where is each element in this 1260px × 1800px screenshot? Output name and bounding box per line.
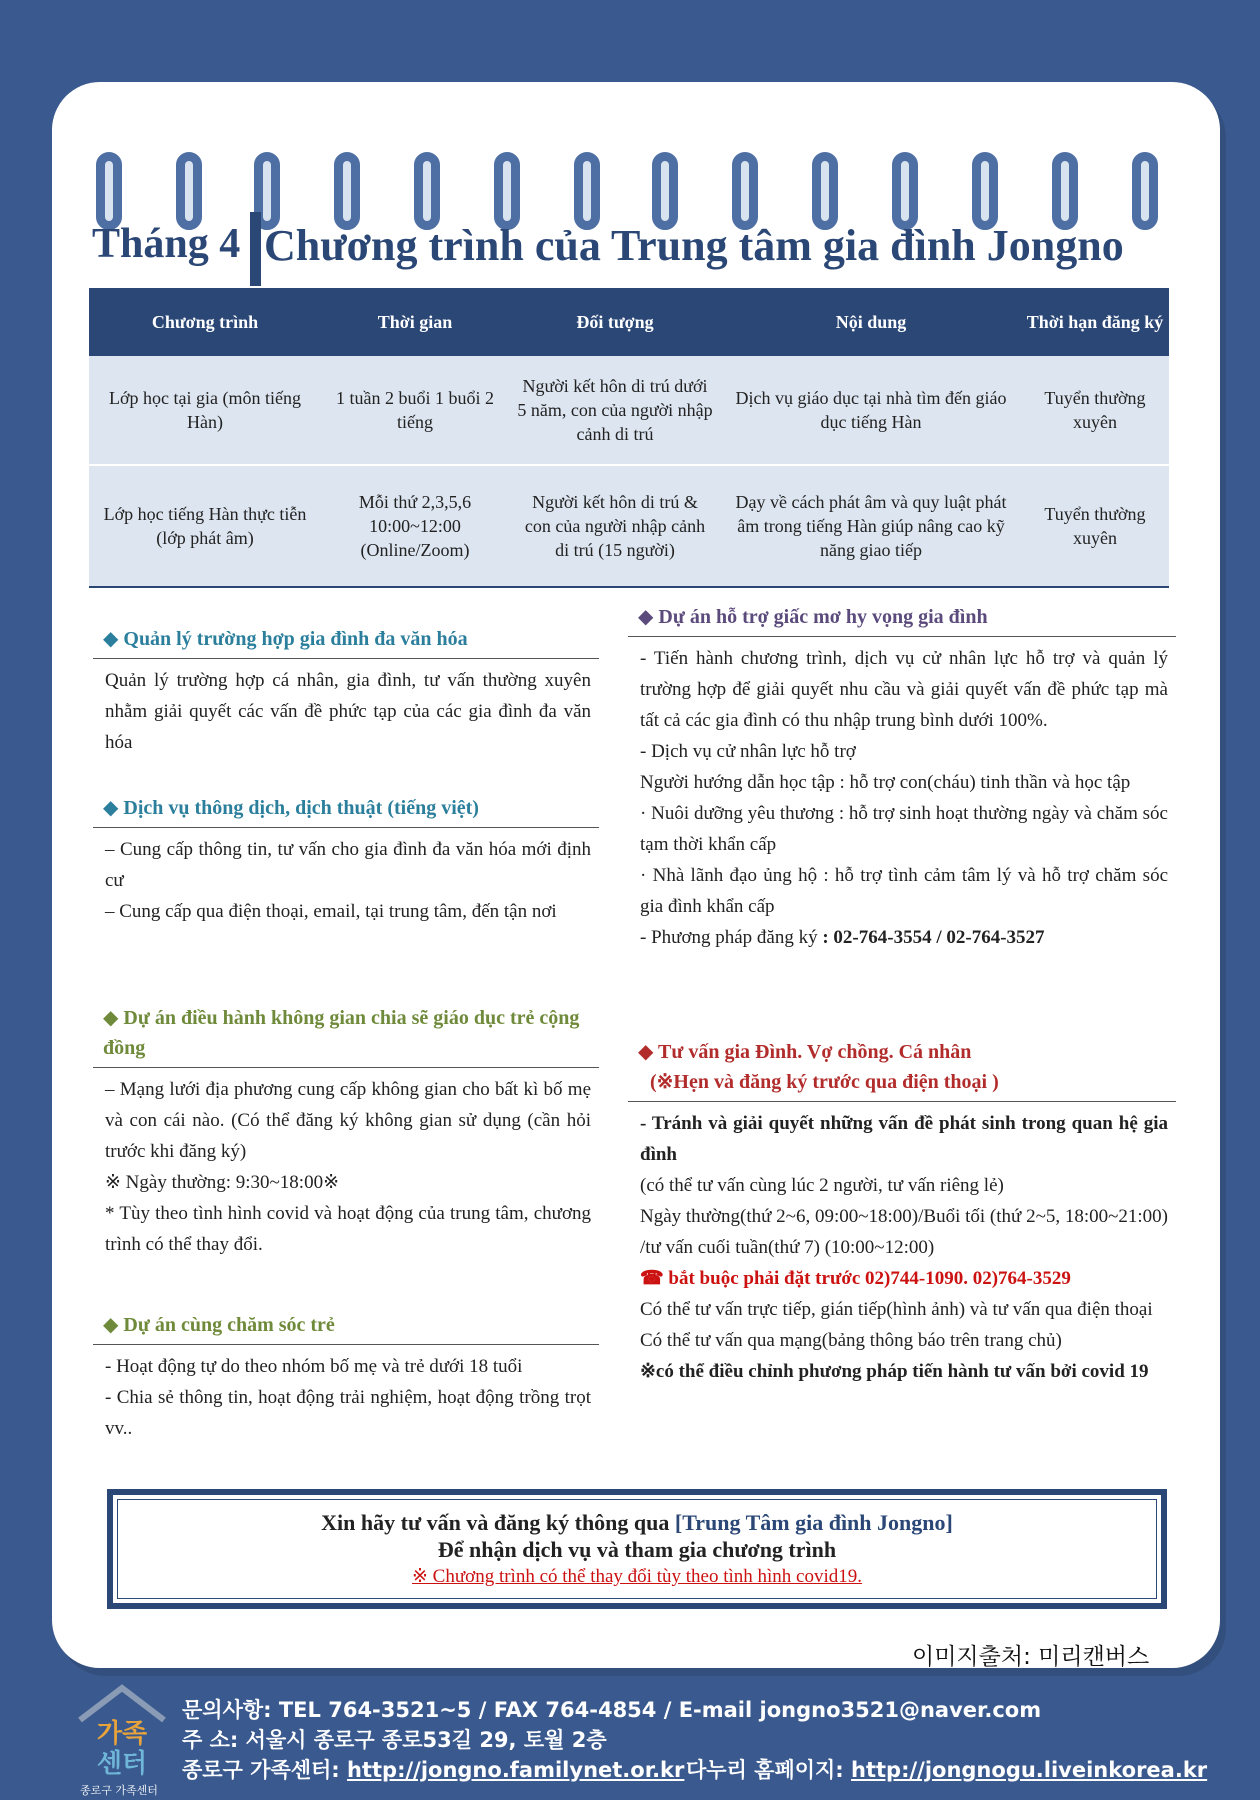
section-shared-space xyxy=(93,1003,599,1260)
table-cell: 1 tuần 2 buổi 1 buổi 2 tiếng xyxy=(321,356,509,465)
notice-text: Xin hãy tư vấn và đăng ký thông qua xyxy=(321,1510,675,1535)
section-text: (có thể tư vấn cùng lúc 2 người, tư vấn riêng lẻ) xyxy=(640,1175,1004,1196)
section-title: ◆ Dự án hỗ trợ giấc mơ hy vọng gia đình xyxy=(638,606,988,628)
section-text: - Tiến hành chương trình, dịch vụ cử nhân lực hỗ trợ và quản lý trường hợp để giải quyết nhu cầu và giải quyết vấn đề phức tạp mà tất cả các gia đình có thu nhập trung bình dưới 100%. xyxy=(640,648,1168,731)
section-text: ※ Ngày thường: 9:30~18:00※ xyxy=(105,1172,339,1193)
site-link[interactable]: http://jongno.familynet.or.kr xyxy=(347,1758,685,1782)
registration-phone: : 02-764-3554 / 02-764-3527 xyxy=(822,927,1045,948)
section-child-care xyxy=(93,1310,599,1444)
section-text: - Dịch vụ cử nhân lực hỗ trợ xyxy=(640,741,856,762)
divider xyxy=(93,827,599,828)
table-cell: Lớp học tiếng Hàn thực tiễn (lớp phát âm) xyxy=(89,465,321,587)
section-text: – Cung cấp thông tin, tư vấn cho gia đình đa văn hóa mới định cư xyxy=(105,839,591,891)
table-cell: Lớp học tại gia (môn tiếng Hàn) xyxy=(89,356,321,465)
section-multicultural-case xyxy=(93,624,599,758)
section-text: /tư vấn cuối tuần(thứ 7) (10:00~12:00) xyxy=(640,1237,935,1258)
table-cell: Mỗi thứ 2,3,5,6 10:00~12:00 (Online/Zoom) xyxy=(321,465,509,587)
section-text: - Hoạt động tự do theo nhóm bố mẹ và trẻ dưới 18 tuổi xyxy=(105,1356,523,1377)
table-cell: Người kết hôn di trú dưới 5 năm, con của người nhập cảnh di trú xyxy=(509,356,721,465)
section-title: ◆ Dự án điều hành không gian chia sẽ giáo dục trẻ cộng đồng xyxy=(103,1007,580,1059)
notice-box xyxy=(107,1489,1167,1609)
table-header: Đối tượng xyxy=(509,288,721,356)
divider xyxy=(93,1067,599,1068)
table-row xyxy=(89,465,1169,587)
table-header: Chương trình xyxy=(89,288,321,356)
table-cell: Người kết hôn di trú & con của người nhập cảnh di trú (15 người) xyxy=(509,465,721,587)
page-title xyxy=(92,212,1172,278)
table-cell: Dạy về cách phát âm và quy luật phát âm trong tiếng Hàn giúp nâng cao kỹ năng giao tiếp xyxy=(721,465,1021,587)
center-name: [Trung Tâm gia đình Jongno] xyxy=(674,1510,953,1535)
notice-line-3: ※ Chương trình có thể thay đổi tùy theo tình hình covid19. xyxy=(412,1566,862,1587)
section-text: · Nuôi dưỡng yêu thương : hỗ trợ sinh hoạt thường ngày và chăm sóc tạm thời khẩn cấp xyxy=(640,803,1168,855)
registration-label: - Phương pháp đăng ký xyxy=(640,927,823,948)
section-text: Quản lý trường hợp cá nhân, gia đình, tư vấn thường xuyên nhằm giải quyết các vấn đề phức tạp của các gia đình đa văn hóa xyxy=(105,670,591,753)
section-title: ◆ Tư vấn gia Đình. Vợ chồng. Cá nhân xyxy=(638,1041,972,1063)
section-subtitle: (※Hẹn và đăng ký trước qua điện thoại ) xyxy=(650,1071,999,1093)
notice-line-2: Để nhận dịch vụ và tham gia chương trình xyxy=(437,1537,837,1562)
section-counseling xyxy=(628,1037,1176,1387)
section-text: Người hướng dẫn học tập : hỗ trợ con(cháu) tinh thần và học tập xyxy=(640,772,1131,793)
section-text: ※có thể điều chỉnh phương pháp tiến hành tư vấn bởi covid 19 xyxy=(640,1361,1149,1382)
table-row xyxy=(89,356,1169,465)
danuri-label: 다누리 홈페이지: xyxy=(686,1758,852,1782)
divider xyxy=(93,1344,599,1345)
site-label: 종로구 가족센터: xyxy=(182,1758,348,1782)
footer-address: 주 소: 서울시 종로구 종로53길 29, 토월 2층 xyxy=(182,1728,607,1752)
table-header: Thời gian xyxy=(321,288,509,356)
section-text: · Nhà lãnh đạo ủng hộ : hỗ trợ tình cảm tâm lý và hỗ trợ chăm sóc gia đình khẩn cấp xyxy=(640,865,1168,917)
table-cell: Tuyển thường xuyên xyxy=(1021,465,1169,587)
divider xyxy=(628,1101,1176,1102)
logo-caption: 종로구 가족센터 xyxy=(80,1784,158,1797)
divider xyxy=(93,658,599,659)
reservation-phone: ☎ bắt buộc phải đặt trước 02)744-1090. 02)764-3529 xyxy=(640,1268,1071,1289)
divider xyxy=(628,636,1176,637)
logo-text-top: 가족 xyxy=(96,1719,148,1749)
section-text: Có thể tư vấn qua mạng(bảng thông báo trên trang chủ) xyxy=(640,1330,1062,1351)
section-text: * Tùy theo tình hình covid và hoạt động của trung tâm, chương trình có thể thay đổi. xyxy=(105,1203,591,1255)
section-text: Có thể tư vấn trực tiếp, gián tiếp(hình ảnh) và tư vấn qua điện thoại xyxy=(640,1299,1153,1320)
title-main: Chương trình của Trung tâm gia đình Jongno xyxy=(264,221,1124,270)
footer-danuri xyxy=(686,1754,1207,1784)
footer-site xyxy=(182,1754,684,1784)
table-cell: Tuyển thường xuyên xyxy=(1021,356,1169,465)
registration-line xyxy=(640,922,1168,953)
table-header: Nội dung xyxy=(721,288,1021,356)
danuri-link[interactable]: http://jongnogu.liveinkorea.kr xyxy=(851,1758,1208,1782)
table-header-row xyxy=(89,288,1169,356)
section-text: - Chia sẻ thông tin, hoạt động trải nghiệm, hoạt động trồng trọt vv.. xyxy=(105,1387,591,1439)
section-title: ◆ Dự án cùng chăm sóc trẻ xyxy=(103,1314,335,1336)
title-divider xyxy=(250,212,261,286)
section-title: ◆ Quản lý trường hợp gia đình đa văn hóa xyxy=(103,628,468,650)
title-month: Tháng 4 xyxy=(92,221,241,267)
table-cell: Dịch vụ giáo dục tại nhà tìm đến giáo dục tiếng Hàn xyxy=(721,356,1021,465)
notice-inner-border xyxy=(117,1499,1157,1599)
logo-text-bottom: 센터 xyxy=(96,1749,148,1779)
footer xyxy=(0,1682,1260,1800)
section-text: Ngày thường(thứ 2~6, 09:00~18:00)/Buổi tối (thứ 2~5, 18:00~21:00) xyxy=(640,1206,1169,1227)
section-title: ◆ Dịch vụ thông dịch, dịch thuật (tiếng việt) xyxy=(103,797,479,819)
table-header: Thời hạn đăng ký xyxy=(1021,288,1169,356)
section-text: – Cung cấp qua điện thoại, email, tại trung tâm, đến tận nơi xyxy=(105,901,557,922)
footer-contact: 문의사항: TEL 764-3521~5 / FAX 764-4854 / E-mail jongno3521@naver.com xyxy=(182,1698,1042,1722)
section-family-hope xyxy=(628,602,1176,953)
section-interpretation xyxy=(93,793,599,927)
image-credit: 이미지출처: 미리캔버스 xyxy=(912,1644,1150,1670)
program-table xyxy=(89,288,1169,588)
section-text: – Mạng lưới địa phương cung cấp không gian cho bất kì bố mẹ và con cái nào. (Có thể đăng ký không gian sử dụng (cần hỏi trước khi đăng ký) xyxy=(105,1079,591,1162)
section-text: - Tránh và giải quyết những vấn đề phát sinh trong quan hệ gia đình xyxy=(640,1113,1168,1165)
